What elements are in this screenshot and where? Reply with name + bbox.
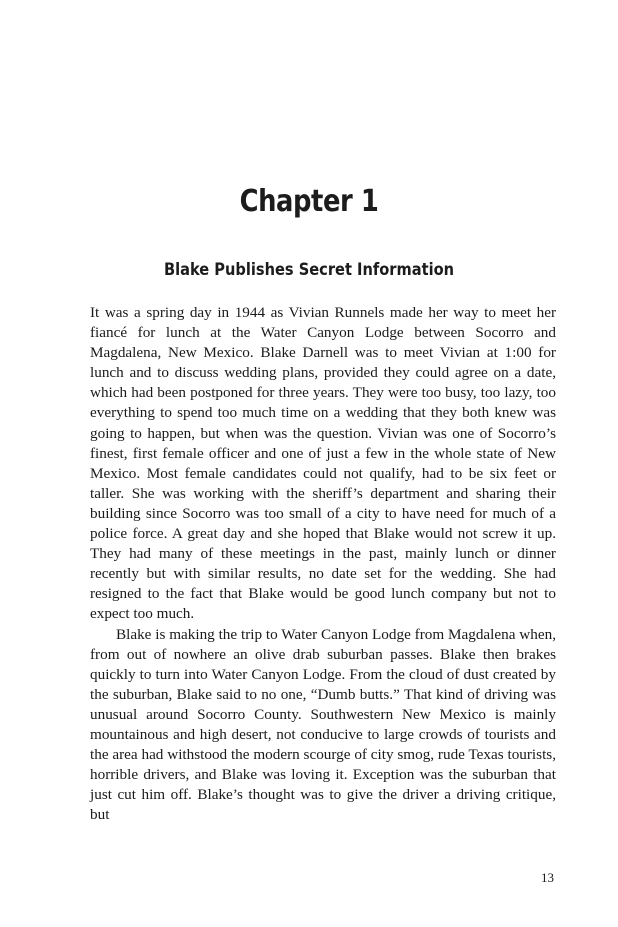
chapter-subtitle: Blake Publishes Secret Information (163, 260, 455, 280)
page-number: 13 (541, 870, 554, 885)
body-text (90, 303, 556, 825)
paragraph: Blake is making the trip to Water Canyon Lodge from Magdalena when, from out of nowhere an olive drab suburban passes. Blake then brakes quickly to turn into Water Canyon Lodge. From the cloud of dust created by the suburban, Blake said to no one, “Dumb butts.” That kind of driving was unusual around Socorro County. Southwestern New Mexico is mainly mountainous and high desert, not conducive to large crowds of tourists and the area had withstood the modern scourge of city smog, rude Texas tourists, horrible drivers, and Blake was loving it. Exception was the suburban that just cut him off. Blake’s thought was to give the driver a driving critique, but (90, 625, 556, 824)
paragraph: It was a spring day in 1944 as Vivian Runnels made her way to meet her fiancé for lunch at the Water Canyon Lodge between Socorro and Magdalena, New Mexico. Blake Darnell was to meet Vivian at 1:00 for lunch and to discuss wedding plans, provided they could agree on a date, which had been postponed for three years. They were too busy, too lazy, too everything to spend too much time on a wedding that they both knew was going to happen, but when was the question. Vivian was one of Socorro’s finest, first female officer and one of just a few in the whole state of New Mexico. Most female candidates could not qualify, had to be six feet or taller. She was working with the sheriff’s department and sharing their building since Socorro was too small of a city to have need for much of a police force. A great day and she hoped that Blake would not screw it up. They had many of these meetings in the past, mainly lunch or dinner recently but with similar results, no date set for the wedding. She had resigned to the fact that Blake would be good lunch company but not to expect too much. (90, 304, 556, 623)
chapter-title: Chapter 1 (239, 184, 379, 219)
